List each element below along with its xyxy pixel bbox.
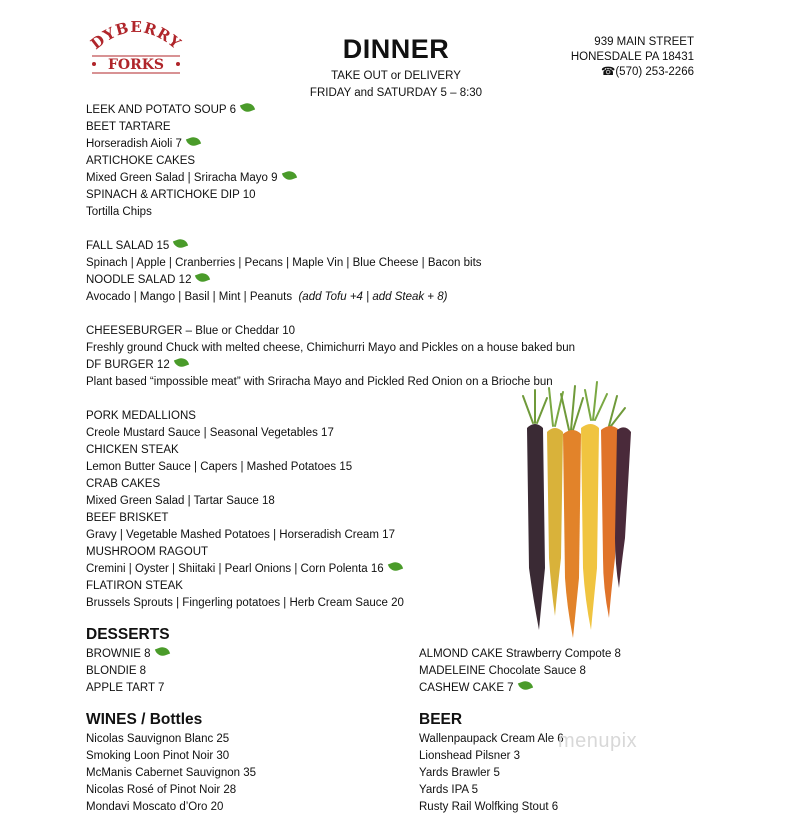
menu-item: SPINACH & ARTICHOKE DIP 10	[86, 189, 256, 201]
menu-item: DF BURGER 12	[86, 358, 188, 372]
beer-item: Wallenpaupack Cream Ale 6	[419, 733, 564, 745]
menu-item: PORK MEDALLIONS	[86, 410, 196, 422]
beer-item: Yards Brawler 5	[419, 767, 500, 779]
beer-item: Lionshead Pilsner 3	[419, 750, 521, 762]
menu-desc: Freshly ground Chuck with melted cheese, Chimichurri Mayo and Pickles on a house baked bun	[86, 342, 576, 354]
menu-desc: Plant based “impossible meat” with Sriracha Mayo and Pickled Red Onion on a Brioche bun	[86, 376, 553, 388]
menu-desc: Lemon Butter Sauce | Capers | Mashed Potatoes 15	[86, 461, 353, 473]
beer-item: Rusty Rail Wolfking Stout 6	[419, 801, 559, 813]
leaf-icon	[240, 101, 255, 114]
leaf-icon	[195, 271, 210, 284]
wine-item: Mondavi Moscato d’Oro 20	[86, 801, 224, 813]
menu-desc: Tortilla Chips	[86, 206, 152, 218]
dessert-item: ALMOND CAKE Strawberry Compote 8	[419, 648, 621, 660]
wine-item: Smoking Loon Pinot Noir 30	[86, 750, 230, 762]
subtitle-service: TAKE OUT or DELIVERY	[331, 70, 461, 82]
leaf-icon	[173, 237, 188, 250]
menu-item: NOODLE SALAD 12	[86, 273, 209, 287]
menu-item: CRAB CAKES	[86, 478, 161, 490]
menu-desc: Brussels Sprouts | Fingerling potatoes | Herb Cream Sauce 20	[86, 597, 404, 609]
wines-heading: WINES / Bottles	[86, 711, 203, 728]
leaf-icon	[174, 356, 189, 369]
menu-desc: Gravy | Vegetable Mashed Potatoes | Horseradish Cream 17	[86, 529, 395, 541]
wine-item: Nicolas Sauvignon Blanc 25	[86, 733, 230, 745]
dessert-item: APPLE TART 7	[86, 682, 165, 694]
menu-item: BEET TARTARE	[86, 121, 171, 133]
menu-item: BEEF BRISKET	[86, 512, 169, 524]
leaf-icon	[281, 169, 296, 182]
logo-line1: DYBERRY	[87, 20, 185, 54]
menu-desc: Avocado | Mango | Basil | Mint | Peanuts (add Tofu +4 | add Steak + 8)	[86, 291, 448, 303]
page-title: DINNER	[342, 34, 450, 64]
menu-item: CHICKEN STEAK	[86, 444, 179, 456]
menu-desc: Mixed Green Salad | Sriracha Mayo 9	[86, 171, 296, 185]
address-phone: ☎(570) 253-2266	[601, 66, 694, 78]
beer-item: Yards IPA 5	[419, 784, 479, 796]
menu-item: FLATIRON STEAK	[86, 580, 183, 592]
subtitle-hours: FRIDAY and SATURDAY 5 – 8:30	[309, 87, 483, 99]
address-street: 939 MAIN STREET	[594, 36, 694, 48]
beer-heading: BEER	[419, 711, 463, 728]
menu-desc: Cremini | Oyster | Shiitaki | Pearl Onions | Corn Polenta 16	[86, 562, 402, 576]
logo-line2: FORKS	[107, 57, 165, 73]
menu-desc: Creole Mustard Sauce | Seasonal Vegetables 17	[86, 427, 334, 439]
desserts-heading: DESSERTS	[86, 626, 170, 643]
menu-desc: Spinach | Apple | Cranberries | Pecans | Maple Vin | Blue Cheese | Bacon bits	[86, 257, 482, 269]
leaf-icon	[517, 679, 532, 692]
leaf-icon	[154, 645, 169, 658]
leaf-icon	[186, 135, 201, 148]
add-on-note: (add Tofu +4 | add Steak + 8)	[298, 291, 448, 303]
wine-item: McManis Cabernet Sauvignon 35	[86, 767, 257, 779]
dessert-item: BROWNIE 8	[86, 647, 169, 661]
dessert-item: MADELEINE Chocolate Sauce 8	[419, 665, 586, 677]
leaf-icon	[388, 560, 403, 573]
menu-desc: Mixed Green Salad | Tartar Sauce 18	[86, 495, 275, 507]
address-city: HONESDALE PA 18431	[570, 51, 694, 63]
menu-item: FALL SALAD 15	[86, 239, 187, 253]
address-block	[560, 35, 694, 80]
dessert-item: CASHEW CAKE 7	[419, 681, 532, 695]
menu-item: LEEK AND POTATO SOUP 6	[86, 103, 254, 117]
menu-desc: Horseradish Aioli 7	[86, 137, 200, 151]
menupix-watermark: menupix	[558, 730, 638, 752]
carrots-photo	[505, 368, 650, 648]
wine-item: Nicolas Rosé of Pinot Noir 28	[86, 784, 237, 796]
menu-item: ARTICHOKE CAKES	[86, 155, 196, 167]
menu-item: CHEESEBURGER – Blue or Cheddar 10	[86, 325, 296, 337]
dessert-item: BLONDIE 8	[86, 665, 147, 677]
menu-item: MUSHROOM RAGOUT	[86, 546, 209, 558]
